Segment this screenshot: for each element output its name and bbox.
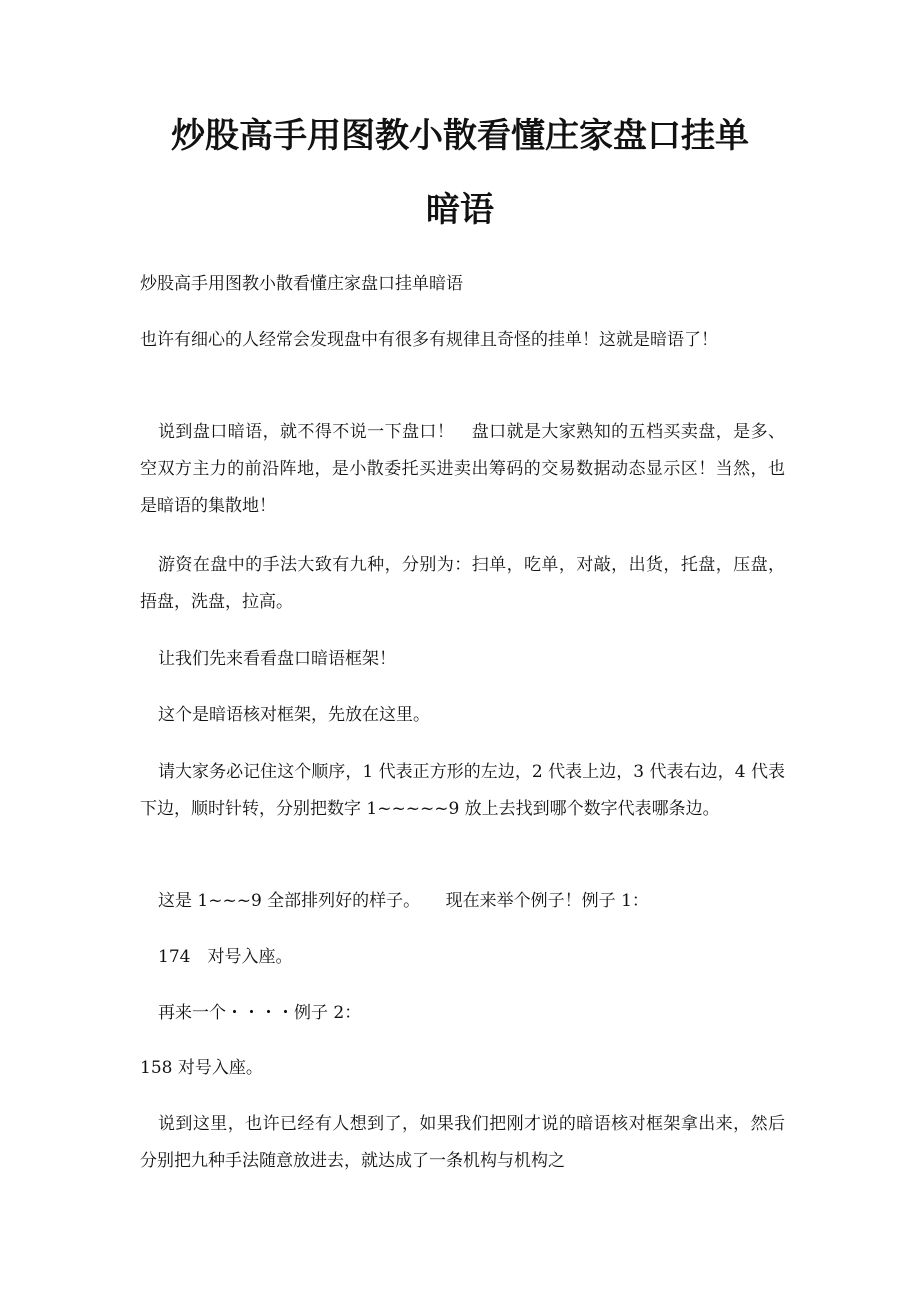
paragraph-intro: 也许有细心的人经常会发现盘中有很多有规律且奇怪的挂单！这就是暗语了！	[140, 330, 718, 350]
paragraph-framework-note: 这个是暗语核对框架，先放在这里。	[158, 705, 430, 725]
paragraph-example-1-intro: 这是 1~~~9 全部排列好的样子。 现在来举个例子！例子 1：	[158, 891, 649, 911]
paragraph-example-2: 158 对号入座。	[140, 1058, 263, 1078]
paragraph-conclusion: 说到这里，也许已经有人想到了，如果我们把刚才说的暗语核对框架拿出来，然后分别把九种手法随意放进去，就达成了一条机构与机构之	[140, 1114, 785, 1171]
paragraph-example-1: 174 对号入座。	[158, 947, 293, 967]
document-title-line-2: 暗语	[426, 190, 494, 230]
paragraph-methods: 游资在盘中的手法大致有九种，分别为：扫单，吃单，对敲，出货，托盘，压盘，捂盘，洗盘，拉高。	[140, 555, 785, 612]
paragraph-subtitle: 炒股高手用图教小散看懂庄家盘口挂单暗语	[140, 274, 463, 294]
paragraph-pankou: 说到盘口暗语，就不得不说一下盘口！ 盘口就是大家熟知的五档买卖盘，是多、空双方主力的前沿阵地，是小散委托买进卖出筹码的交易数据动态显示区！当然，也是暗语的集散地！	[140, 422, 785, 516]
paragraph-example-2-intro: 再来一个・・・・例子 2：	[158, 1003, 362, 1023]
paragraph-order-rule: 请大家务必记住这个顺序，1 代表正方形的左边，2 代表上边，3 代表右边，4 代表下边，顺时针转，分别把数字 1~~~~~9 放上去找到哪个数字代表哪条边。	[140, 762, 785, 819]
document-title-line-1: 炒股高手用图教小散看懂庄家盘口挂单	[171, 116, 749, 156]
paragraph-framework-intro: 让我们先来看看盘口暗语框架！	[158, 649, 396, 669]
